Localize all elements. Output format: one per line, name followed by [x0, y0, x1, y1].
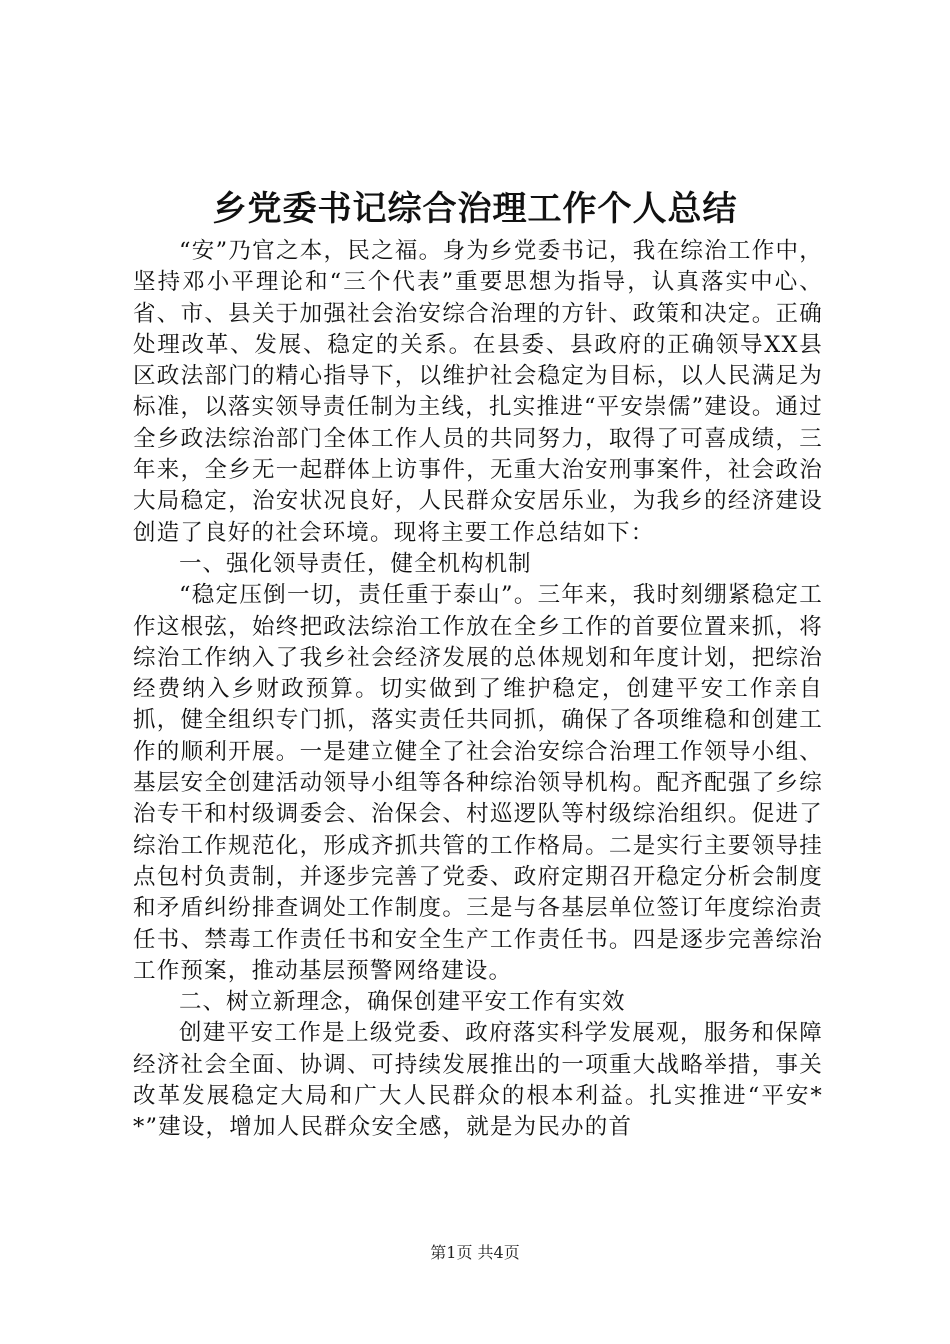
- document-title: 乡党委书记综合治理工作个人总结: [212, 189, 738, 229]
- section-heading-2: 二、树立新理念，确保创建平安工作有实效: [179, 989, 626, 1016]
- section-1-paragraph: “稳定压倒一切，责任重于泰山”。三年来，我时刻绷紧稳定工作这根弦，始终把政法综治工作放在全乡工作的首要位置来抓，将综治工作纳入了我乡社会经济发展的总体规划和年度计划，把综治经费纳入乡财政预算。切实做到了维护稳定，创建平安工作亲自抓，健全组织专门抓，落实责任共同抓，确保了各项维稳和创建工作的顺利开展。一是建立健全了社会治安综合治理工作领导小组、基层安全创建活动领导小组等各种综治领导机构。配齐配强了乡综治专干和村级调委会、治保会、村巡逻队等村级综治组织。促进了综治工作规范化，形成齐抓共管的工作格局。二是实行主要领导挂点包村负责制，并逐步完善了党委、政府定期召开稳定分析会制度和矛盾纠纷排查调处工作制度。三是与各基层单位签订年度综治责任书、禁毒工作责任书和安全生产工作责任书。四是逐步完善综治工作预案，推动基层预警网络建设。: [133, 582, 823, 984]
- section-2-paragraph: 创建平安工作是上级党委、政府落实科学发展观，服务和保障经济社会全面、协调、可持续发展推出的一项重大战略举措，事关改革发展稳定大局和广大人民群众的根本利益。扎实推进“平安**”建设，增加人民群众安全感，就是为民办的首: [133, 1020, 823, 1141]
- page-number-footer: 第1页 共4页: [430, 1243, 520, 1262]
- section-heading-1: 一、强化领导责任，健全机构机制: [179, 550, 532, 577]
- intro-paragraph: “安”乃官之本，民之福。身为乡党委书记，我在综治工作中，坚持邓小平理论和“三个代表”重要思想为指导，认真落实中心、省、市、县关于加强社会治安综合治理的方针、政策和决定。正确处理改革、发展、稳定的关系。在县委、县政府的正确领导XX县区政法部门的精心指导下，以维护社会稳定为目标，以人民满足为标准，以落实领导责任制为主线，扎实推进“平安崇儒”建设。通过全乡政法综治部门全体工作人员的共同努力，取得了可喜成绩，三年来，全乡无一起群体上访事件，无重大治安刑事案件，社会政治大局稳定，治安状况良好，人民群众安居乐业，为我乡的经济建设创造了良好的社会环境。现将主要工作总结如下：: [133, 238, 823, 546]
- document-body: [133, 236, 823, 1144]
